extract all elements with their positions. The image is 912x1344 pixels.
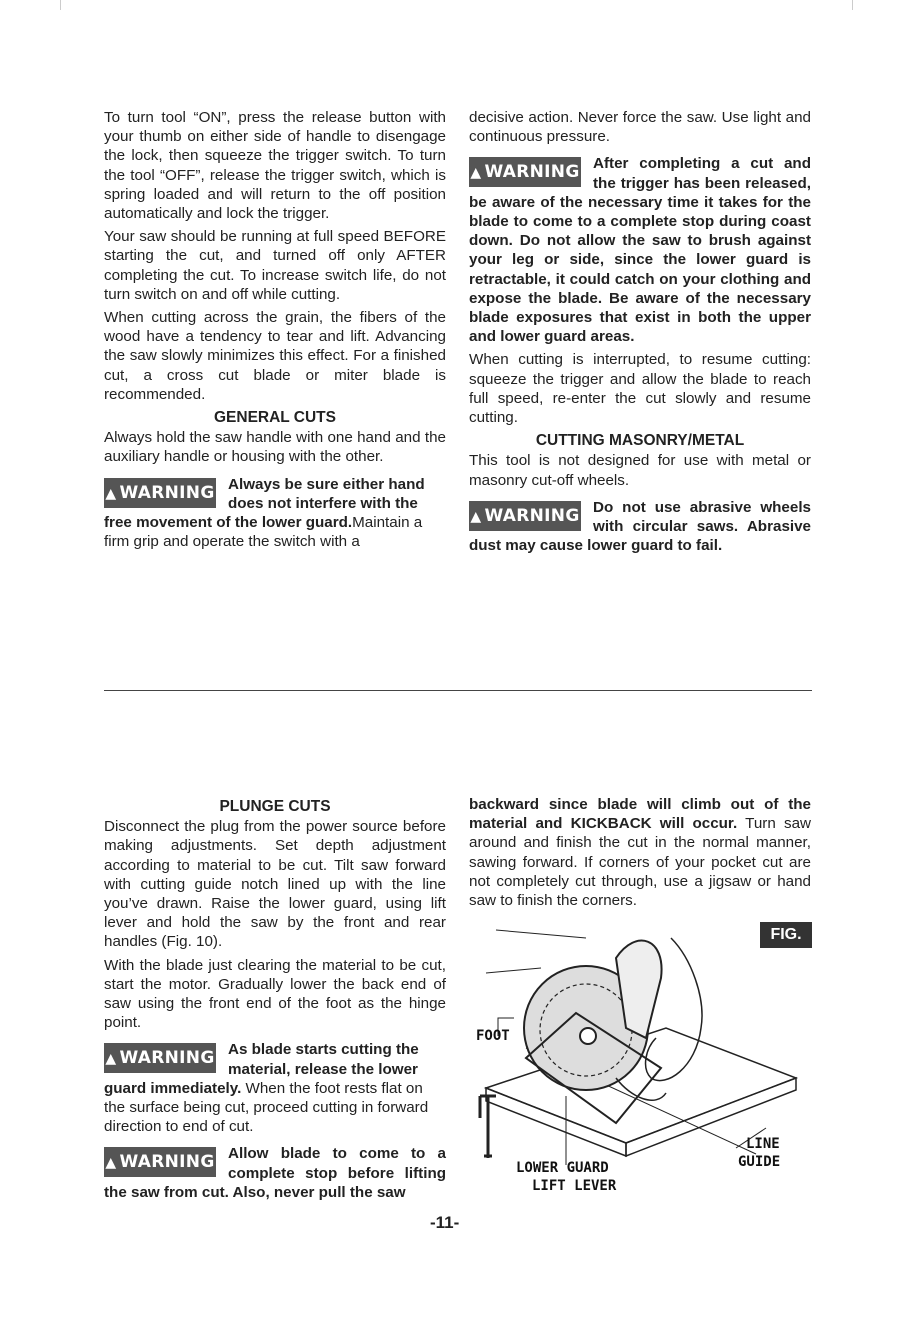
warning-triangle-icon: ▲ [470, 165, 482, 182]
warning-block [104, 1040, 446, 1136]
kickback-continuation: Turn saw around and finish the cut in the normal manner, sawing forward. If corners of your pocket cut are not completely cut through, use a jigsaw or hand saw to finish the corners. [469, 815, 811, 910]
figure-badge: FIG. 10 [760, 922, 812, 948]
workpiece-edge [486, 1088, 626, 1156]
heading-general-cuts: GENERAL CUTS [213, 409, 336, 427]
heading-plunge-cuts: PLUNGE CUTS [219, 798, 331, 815]
warning-badge: ▲ WARNING [469, 501, 581, 531]
warning-block [104, 1144, 446, 1202]
paragraph-switch-on-off: To turn tool “ON”, press the release button with your thumb on either side of handle to disengage the lock, then squeeze the trigger switch. To turn the tool “OFF”, release the trigger switch, which is spring loaded and will return to the off position automatically and lock the trigger. [104, 109, 446, 223]
left-bottom-column [104, 795, 446, 1206]
paragraph-general-cuts: Always hold the saw handle with one hand and the auxiliary handle or housing with the other. [104, 429, 446, 466]
leader-top [496, 930, 586, 938]
warning-badge: ▲ WARNING [104, 1147, 216, 1177]
paragraph-plunge-start: With the blade just clearing the material to be cut, start the motor. Gradually lower the back end of saw using the front end of the foot as the hinge point. [104, 956, 446, 1032]
heading-cutting-masonry-metal: CUTTING MASONRY/METAL [535, 432, 745, 450]
paragraph-plunge-setup: Disconnect the plug from the power source before making adjustments. Set depth adjustment according to material to be cut. Tilt saw forward with cutting guide notch lined up with the line you’ve drawn. Raise the lower guard, using lift lever and hold the saw by the front and rear handles (Fig. 10). [104, 818, 446, 951]
paragraph-masonry: This tool is not designed for use with metal or masonry cut-off wheels. [469, 452, 811, 489]
warning-block [104, 475, 446, 552]
warning-triangle-icon: ▲ [105, 485, 117, 502]
warning-badge: ▲ WARNING [104, 478, 216, 508]
warning-badge: ▲ WARNING [104, 1043, 216, 1073]
lower-hand [616, 1078, 666, 1100]
left-top-column [104, 108, 446, 555]
kickback-warning-text: backward since blade will climb out of the material and KICKBACK will occur. [469, 796, 811, 833]
section-divider [104, 690, 812, 691]
label-lift-lever: LIFT LEVER [532, 1178, 617, 1194]
paragraph-resume-cutting: When cutting is interrupted, to resume cutting: squeeze the trigger and allow the blade to reach full speed, re-enter the cut slowly and resume cutting. [469, 351, 811, 427]
warning-triangle-icon: ▲ [470, 508, 482, 525]
warning-triangle-icon: ▲ [105, 1155, 117, 1172]
label-foot: FOOT [476, 1028, 510, 1044]
warning-block [469, 498, 811, 556]
crop-mark-right [852, 0, 853, 10]
paragraph-kickback [469, 795, 811, 910]
right-bottom-column [469, 795, 811, 914]
page-number: -11- [430, 1213, 460, 1232]
warning-badge: ▲ WARNING [469, 157, 581, 187]
paragraph-decisive-action: decisive action. Never force the saw. Use light and continuous pressure. [469, 109, 811, 146]
figure-10 [466, 918, 816, 1208]
right-top-column [469, 108, 811, 559]
clamp [480, 1096, 496, 1158]
warning-text: After completing a cut and the trigger has been released, be aware of the necessary time it takes for the blade to come to a complete stop during coast down. Do not allow the saw to brush against your leg or side, since the lower guard is retractable, it could catch on your clothing and expose the blade. Be aware of the necessary blade exposures that exist in both the upper and lower guard areas. [469, 155, 811, 346]
warning-block [469, 154, 811, 346]
paragraph-cross-grain: When cutting across the grain, the fibers of the wood have a tendency to tear and lift. Advancing the saw slowly minimizes this effect. For a finished cut, a cross cut blade or miter blade is recommended. [104, 309, 446, 403]
paragraph-full-speed: Your saw should be running at full speed BEFORE starting the cut, and turned off only AFTER completing the cut. To increase switch life, do not turn switch on and off while cutting. [104, 228, 446, 303]
leader-mid [486, 968, 541, 973]
warning-text: Always be sure either hand does not interfere with the free movement of the lower guard. [104, 475, 425, 532]
arbor-nut [580, 1028, 596, 1044]
warning-text: As blade starts cutting the material, release the lower guard immediately. [104, 1041, 419, 1097]
warning-continuation: Maintain a firm grip and operate the switch with a [104, 514, 423, 551]
crop-mark-left [60, 0, 61, 10]
warning-triangle-icon: ▲ [105, 1051, 117, 1068]
warning-continuation: When the foot rests flat on the surface being cut, proceed cutting in forward direction to end of cut. [104, 1079, 429, 1136]
label-line: LINE [746, 1136, 780, 1152]
label-guide: GUIDE [738, 1154, 781, 1170]
warning-text: Do not use abrasive wheels with circular saws. Abrasive dust may cause lower guard to fail. [469, 498, 811, 555]
label-lower-guard: LOWER GUARD [516, 1160, 609, 1176]
warning-text: Allow blade to come to a complete stop before lifting the saw from cut. Also, never pull the saw [104, 1145, 446, 1201]
